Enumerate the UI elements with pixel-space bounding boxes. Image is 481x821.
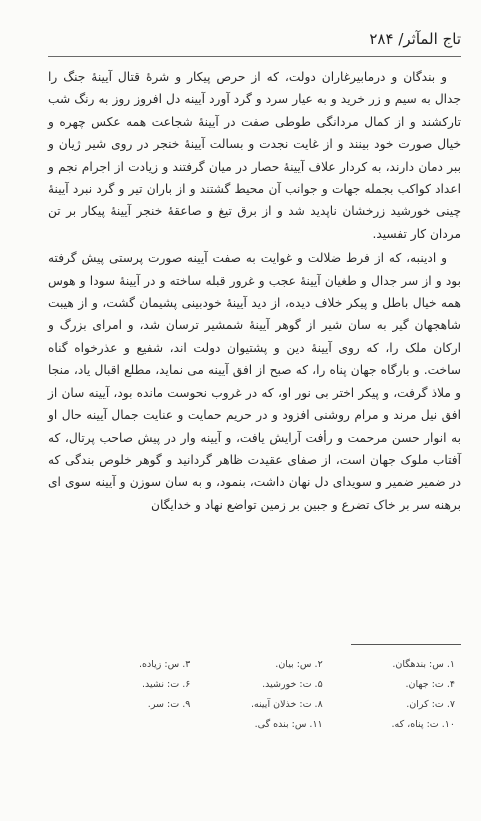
footnote: ۷. ت: کران. <box>406 699 455 710</box>
footnotes <box>60 655 455 735</box>
paragraph: و بندگان و درمابیرغاران دولت، که از حرص پیکار و شرهٔ قتال آیینهٔ جنگ را جدال به سیم و زر خرید و به عیار سرد و گرد آورد آیینه دل افروز روز به رنگ شب تارکشند و از کمال مردانگی طوطی صفت در آیینهٔ شجاعت همه عکس چهره و خیال صورت خود بینند و از غایت نجدت و بسالت آیینهٔ خنجر در روی شیر ژیان و ببر دمان دارند، به کردار علاف آیینهٔ حصار در میان گرفتند و زیادت از اجرام نجم و اعداد کواکب بجمله جهات و جوانب آن محیط گشتند و از باران تیر و گرد نبرد آیینهٔ چینی خورشید زرخشان ناپدید شد و از برق تیغ و صاعقهٔ خنجر آیینهٔ پیکار بر تن مردان کار تفسید. <box>48 70 461 241</box>
footnote: ۱. س: بندهگان. <box>392 659 455 670</box>
footnote-rule <box>351 644 461 645</box>
footnote-row <box>60 655 455 675</box>
footnote: ۹. ت: سر. <box>147 699 191 710</box>
footnote <box>60 715 190 735</box>
footnote: ۵. ت: خورشید. <box>262 679 323 690</box>
running-header: تاج المآثر/ ۲۸۴ <box>369 30 461 48</box>
paragraph: و ادینبه، که از فرط ضلالت و غوایت به صفت آیینه صورت پرستی پیش گرفته بود و از سر جدال و طغیان آیینهٔ عجب و غرور قبله ساخته و در آیینهٔ سودا و هوس همه خیال باطل و پیکر خلاف دیده، از دید آیینهٔ خودبینی پشیمان گشت، و از هیبت شاهجهان گیر به سان شیر از گوهر آیینهٔ شمشیر ترسان شد، و امرای بزرگ و ارکان ملک را، که روی آیینهٔ دین و پشتیوان دولت اند، شفیع و عذرخواه گناه ساخت. و بارگاه جهان پناه را، که صبح از افق آیینه می نماید، مطلع اقبال یاد، منجا و ملاذ گرفت، و پیکر اختر بی نور او، که در غروب نحوست مانده بود، آیینه سان از افق نیل مرند و مرام روشنی افزود و در حریم حمایت و عنایت جمال آیینه حال او به انوار حسن مرحمت و رأفت آرایش یافت، و آیینه وار در پیش صاحب پرتال، که آفتاب ملوک جهان است، از صفای عقیدت ظاهر گردانید و گوهر خلوص بندگی که در ضمیر ضمیر و سویدای دل نهان داشت، بنمود، و به سان سوزن و آیینه سوی ای برهنه سر بر خاک تضرع و جبین بر زمین تواضع نهاد و خدایگان <box>48 251 461 512</box>
footnote-row <box>60 675 455 695</box>
footnote: ۸. ت: خذلان آیینه. <box>250 699 323 710</box>
footnote: ۲. س: بیان. <box>275 659 323 670</box>
footnote: ۱۰. ت: پناه، که. <box>391 719 455 730</box>
header-rule <box>48 56 461 57</box>
main-text <box>48 66 461 516</box>
footnote-row <box>60 695 455 715</box>
footnote: ۱۱. س: بنده گی. <box>254 719 323 730</box>
footnote: ۳. س: زیاده. <box>139 659 191 670</box>
footnote: ۶. ت: نشید. <box>142 679 191 690</box>
footnote-row <box>60 715 455 735</box>
footnote: ۴. ت: جهان. <box>405 679 455 690</box>
